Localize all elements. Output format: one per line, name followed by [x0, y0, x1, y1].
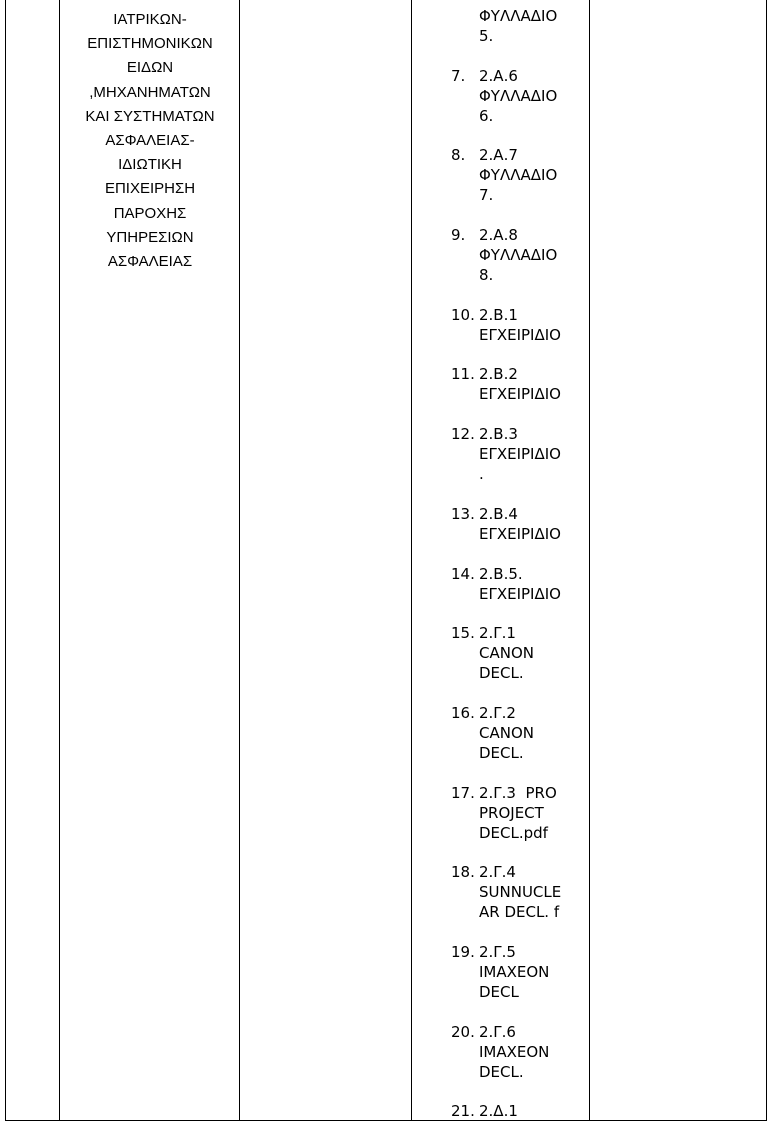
item-number: 19.	[451, 943, 475, 961]
item-text-line: 2.Β.1	[479, 306, 518, 324]
item-text-line: 6.	[479, 107, 494, 125]
item-text-line: AR DECL. f	[479, 903, 560, 921]
item-text-line: DECL	[479, 983, 519, 1001]
item-number: 14.	[451, 565, 475, 583]
item-number: 20.	[451, 1023, 475, 1041]
category-line: ΥΠΗΡΕΣΙΩΝ	[106, 228, 194, 246]
item-text-line: 2.Α.7	[479, 146, 518, 164]
item-text-line: 7.	[479, 186, 494, 204]
item-text-line: 2.Α.8	[479, 226, 518, 244]
category-line: ΠΑΡΟΧΗΣ	[113, 204, 187, 222]
item-number: 7.	[451, 67, 466, 85]
category-cell	[60, 8, 240, 274]
item-text-line: 2.Γ.2	[479, 704, 516, 722]
item-text-line: 8.	[479, 266, 494, 284]
item-text-line: 2.Δ.1	[479, 1102, 518, 1120]
item-text-line: ΦΥΛΛΑΔΙΟ	[479, 166, 558, 184]
item-text-line: DECL.	[479, 744, 524, 762]
item-text-line: ΕΓΧΕΙΡΙΔΙΟ	[479, 525, 561, 543]
item-text-line: ΕΓΧΕΙΡΙΔΙΟ	[479, 445, 561, 463]
item-text-line: SUNNUCLE	[479, 883, 562, 901]
item-text-line: 5.	[479, 27, 494, 45]
item-number: 13.	[451, 505, 475, 523]
item-number: 8.	[451, 146, 466, 164]
column-divider	[411, 0, 412, 1121]
item-text-line: IMAXEON	[479, 1043, 550, 1061]
item-text-line: DECL.pdf	[479, 824, 548, 842]
item-text-line: ΦΥΛΛΑΔΙΟ	[479, 7, 558, 25]
item-text-line: ΕΓΧΕΙΡΙΔΙΟ	[479, 385, 561, 403]
item-number: 10.	[451, 306, 475, 324]
item-text-line: IMAXEON	[479, 963, 550, 981]
item-number: 21.	[451, 1102, 475, 1120]
category-line: ΙΔΙΩΤΙΚΗ	[118, 156, 182, 174]
item-number: 12.	[451, 425, 475, 443]
item-text-line: ΕΓΧΕΙΡΙΔΙΟ	[479, 585, 561, 603]
item-number: 17.	[451, 784, 475, 802]
item-text-line: 2.Γ.4	[479, 863, 516, 881]
item-text-line: CANON	[479, 724, 534, 742]
category-line: ΑΣΦΑΛΕΙΑΣ	[107, 253, 193, 271]
item-number: 18.	[451, 863, 475, 881]
item-text-line: 2.Β.2	[479, 365, 518, 383]
item-text-line: 2.Β.4	[479, 505, 518, 523]
item-text-line: 2.Γ.5	[479, 943, 516, 961]
item-text-line: DECL.	[479, 664, 524, 682]
category-line: ΑΣΦΑΛΕΙΑΣ-	[105, 132, 195, 150]
category-line: ,ΜΗΧΑΝΗΜΑΤΩΝ	[89, 83, 211, 101]
item-number: 15.	[451, 624, 475, 642]
category-line: ΚΑΙ ΣΥΣΤΗΜΑΤΩΝ	[85, 107, 215, 125]
item-number: 16.	[451, 704, 475, 722]
item-text-line: .	[479, 465, 484, 483]
category-line: ΕΠΙΣΤΗΜΟΝΙΚΩΝ	[87, 35, 213, 53]
category-line: ΕΙΔΩΝ	[126, 59, 174, 77]
item-text-line: ΕΓΧΕΙΡΙΔΙΟ	[479, 326, 561, 344]
item-text-line: 2.Α.6	[479, 67, 518, 85]
item-text-line: 2.Β.5.	[479, 565, 523, 583]
item-text-line: DECL.	[479, 1063, 524, 1081]
item-text-line: ΦΥΛΛΑΔΙΟ	[479, 246, 558, 264]
item-number: 9.	[451, 226, 466, 244]
category-line: ΕΠΙΧΕΙΡΗΣΗ	[104, 180, 196, 198]
category-line: ΙΑΤΡΙΚΩΝ-	[113, 11, 187, 28]
item-text-line: 2.Γ.3 PRO	[479, 784, 557, 802]
item-text-line: CANON	[479, 644, 534, 662]
item-number: 11.	[451, 365, 475, 383]
item-text-line: 2.Β.3	[479, 425, 518, 443]
column-divider	[589, 0, 590, 1121]
item-text-line: 2.Γ.6	[479, 1023, 516, 1041]
item-text-line: ΦΥΛΛΑΔΙΟ	[479, 87, 558, 105]
item-text-line: PROJECT	[479, 804, 544, 822]
item-text-line: 2.Γ.1	[479, 624, 516, 642]
